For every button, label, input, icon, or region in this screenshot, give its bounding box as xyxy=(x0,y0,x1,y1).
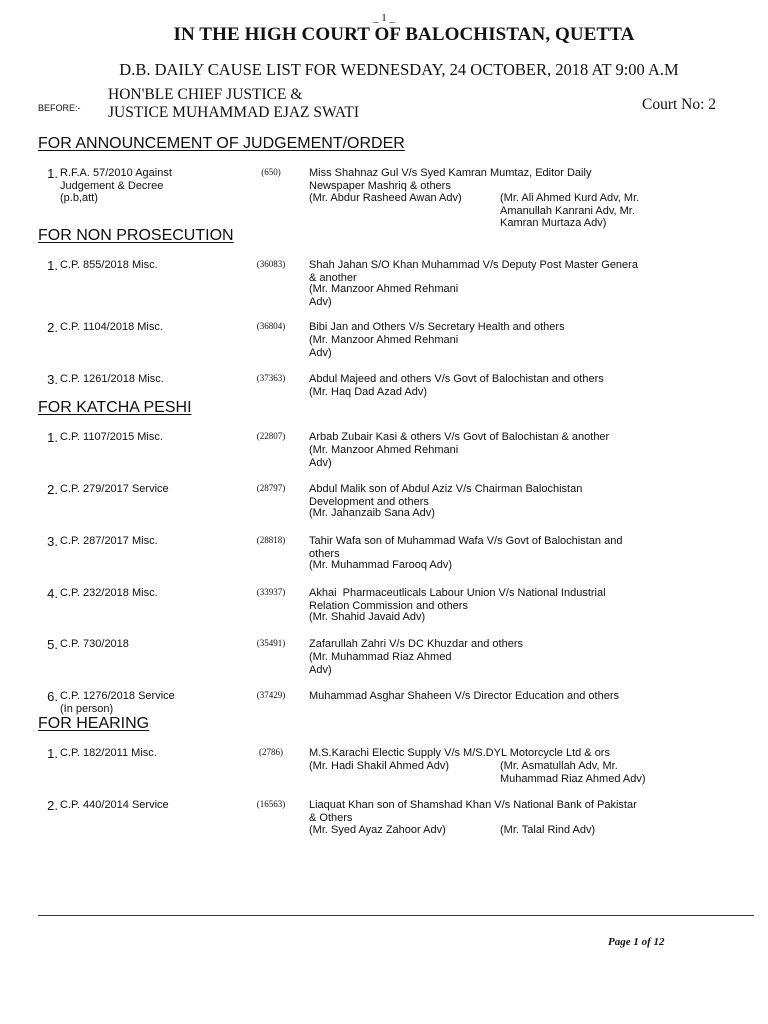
case-reference: C.P. 1276/2018 Service (In person) xyxy=(60,690,175,715)
case-reference: C.P. 232/2018 Misc. xyxy=(60,587,158,599)
petitioner-advocate: (Mr. Muhammad Farooq Adv) xyxy=(309,559,453,571)
case-number: 4. xyxy=(47,586,58,601)
petitioner-advocate: (Mr. Manzoor Ahmed Rehmani Adv) xyxy=(309,444,459,469)
petitioner-advocate: (Mr. Jahanzaib Sana Adv) xyxy=(309,507,435,519)
court-title: IN THE HIGH COURT OF BALOCHISTAN, QUETTA xyxy=(173,24,635,45)
respondent-advocate: (Mr. Asmatullah Adv, Mr. Muhammad Riaz Ahmed Adv) xyxy=(500,760,646,785)
case-title: Zafarullah Zahri V/s DC Khuzdar and others xyxy=(309,638,523,650)
case-title: Liaquat Khan son of Shamshad Khan V/s National Bank of Pakistar & Others xyxy=(309,799,637,824)
case-code: (16563) xyxy=(256,799,286,809)
case-reference: C.P. 287/2017 Misc. xyxy=(60,535,158,547)
petitioner-advocate: (Mr. Hadi Shakil Ahmed Adv) xyxy=(309,760,450,772)
case-number: 3. xyxy=(47,372,58,387)
case-title: Arbab Zubair Kasi & others V/s Govt of Balochistan & another xyxy=(309,431,610,443)
case-reference: C.P. 279/2017 Service xyxy=(60,483,169,495)
petitioner-advocate: (Mr. Abdur Rasheed Awan Adv) xyxy=(309,192,462,204)
case-title: Tahir Wafa son of Muhammad Wafa V/s Govt of Balochistan and others xyxy=(309,535,623,560)
case-code: (36804) xyxy=(256,321,286,331)
case-number: 6. xyxy=(47,689,58,704)
case-reference: C.P. 1107/2015 Misc. xyxy=(60,431,163,443)
case-number: 2. xyxy=(47,482,58,497)
page-marker: _ 1 _ xyxy=(373,12,395,24)
page-indicator: Page 1 of 12 xyxy=(608,936,665,948)
case-code: (35491) xyxy=(256,638,286,648)
case-title: Muhammad Asghar Shaheen V/s Director Education and others xyxy=(309,690,620,702)
footer-divider xyxy=(38,915,754,916)
section-heading-non-prosecution: FOR NON PROSECUTION xyxy=(38,227,234,244)
case-reference: C.P. 730/2018 xyxy=(60,638,129,650)
case-title: Abdul Majeed and others V/s Govt of Balochistan and others xyxy=(309,373,604,385)
case-code: (28797) xyxy=(256,483,286,493)
case-title: Shah Jahan S/O Khan Muhammad V/s Deputy Post Master Genera & another xyxy=(309,259,638,284)
case-number: 1. xyxy=(47,430,58,445)
case-number: 1. xyxy=(47,746,58,761)
case-reference: C.P. 440/2014 Service xyxy=(60,799,169,811)
respondent-advocate: (Mr. Ali Ahmed Kurd Adv, Mr. Amanullah Kanrani Adv, Mr. Kamran Murtaza Adv) xyxy=(500,192,640,229)
case-code: (2786) xyxy=(259,747,283,757)
case-reference: R.F.A. 57/2010 Against Judgement & Decree (p.b,att) xyxy=(60,167,172,204)
case-number: 5. xyxy=(47,637,58,652)
section-heading-katcha-peshi: FOR KATCHA PESHI xyxy=(38,399,192,416)
case-reference: C.P. 182/2011 Misc. xyxy=(60,747,157,759)
before-label: BEFORE:- xyxy=(38,103,81,113)
petitioner-advocate: (Mr. Haq Dad Azad Adv) xyxy=(309,386,427,398)
judge-line-1: HON'BLE CHIEF JUSTICE & xyxy=(108,86,303,103)
case-code: (36083) xyxy=(256,259,286,269)
case-number: 1. xyxy=(47,166,58,181)
case-number: 3. xyxy=(47,534,58,549)
section-heading-announcement: FOR ANNOUNCEMENT OF JUDGEMENT/ORDER xyxy=(38,135,405,152)
judge-line-2: JUSTICE MUHAMMAD EJAZ SWATI xyxy=(108,104,360,121)
case-code: (37363) xyxy=(256,373,286,383)
cause-list-title: D.B. DAILY CAUSE LIST FOR WEDNESDAY, 24 OCTOBER, 2018 AT 9:00 A.M xyxy=(119,60,679,79)
case-code: (33937) xyxy=(256,587,286,597)
petitioner-advocate: (Mr. Muhammad Riaz Ahmed Adv) xyxy=(309,651,452,676)
case-title: Miss Shahnaz Gul V/s Syed Kamran Mumtaz, Editor Daily Newspaper Mashriq & others xyxy=(309,167,592,192)
case-number: 2. xyxy=(47,320,58,335)
court-number: Court No: 2 xyxy=(642,96,717,113)
case-code: (22807) xyxy=(256,431,286,441)
case-title: M.S.Karachi Electic Supply V/s M/S.DYL Motorcycle Ltd & ors xyxy=(309,747,610,759)
petitioner-advocate: (Mr. Manzoor Ahmed Rehmani Adv) xyxy=(309,283,459,308)
case-reference: C.P. 855/2018 Misc. xyxy=(60,259,158,271)
case-title: Akhai Pharmaceutlicals Labour Union V/s National Industrial Relation Commission and others xyxy=(309,587,606,612)
petitioner-advocate: (Mr. Syed Ayaz Zahoor Adv) xyxy=(309,824,446,836)
case-title: Abdul Malik son of Abdul Aziz V/s Chairman Balochistan Development and others xyxy=(309,483,583,508)
petitioner-advocate: (Mr. Manzoor Ahmed Rehmani Adv) xyxy=(309,334,459,359)
case-number: 2. xyxy=(47,798,58,813)
petitioner-advocate: (Mr. Shahid Javaid Adv) xyxy=(309,611,426,623)
case-code: (37429) xyxy=(256,690,286,700)
case-reference: C.P. 1104/2018 Misc. xyxy=(60,321,163,333)
respondent-advocate: (Mr. Talal Rind Adv) xyxy=(500,824,596,836)
case-code: (28818) xyxy=(256,535,286,545)
case-reference: C.P. 1261/2018 Misc. xyxy=(60,373,164,385)
case-number: 1. xyxy=(47,258,58,273)
case-code: (650) xyxy=(261,167,281,177)
section-heading-hearing: FOR HEARING xyxy=(38,715,150,732)
case-title: Bibi Jan and Others V/s Secretary Health and others xyxy=(309,321,565,333)
